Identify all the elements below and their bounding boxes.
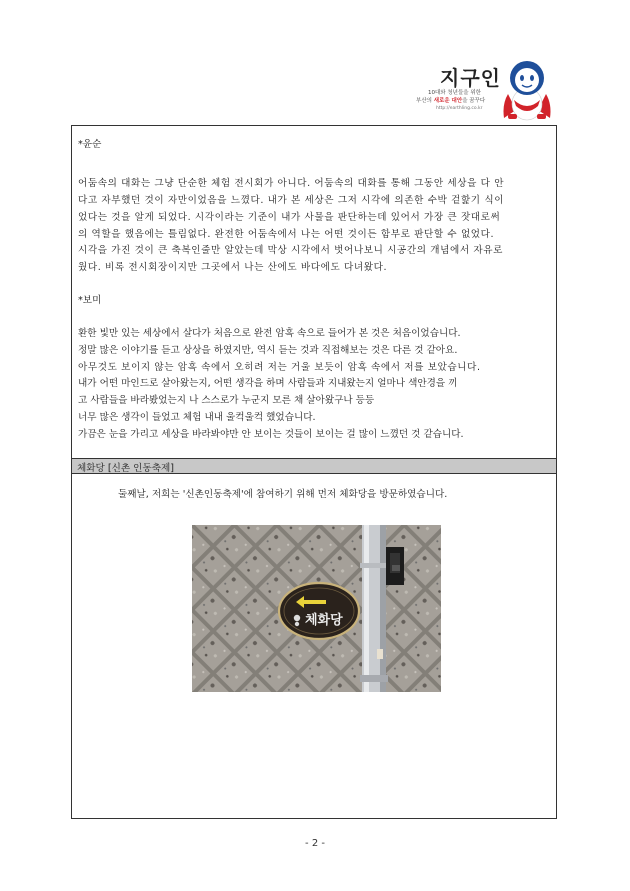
logo-tagline-accent: 새로운 대안 (433, 98, 463, 104)
paragraph-line: 웠다. 비록 전시회장이지만 그곳에서 나는 산에도 바다에도 다녀왔다. (78, 262, 388, 273)
paragraph-line: 어둠속의 대화는 그냥 단순한 체험 전시회가 아니다. 어둠속의 대화를 통해 그동안 세상을 다 안 (78, 178, 505, 189)
sign-text: 체화당 (305, 613, 343, 628)
paragraph-line: 내가 어떤 마인드로 살아왔는지, 어떤 생각을 하며 사람들과 지내왔는지 얼마나 색안경을 끼 (78, 378, 458, 389)
page-number: - 2 - (305, 838, 325, 849)
heading-bomi: *보미 (78, 295, 102, 306)
paragraph-line: 환한 빛만 있는 세상에서 살다가 처음으로 완전 암흑 속으로 들어가 본 것은 처음이었습니다. (78, 328, 461, 339)
paragraph-line: 아무것도 보이지 않는 암흑 속에서 오히려 저는 거울 보듯이 암흑 속에서 저를 보았습니다. (78, 362, 481, 373)
paragraph-line: 정말 많은 이야기를 듣고 상상을 하였지만, 역시 듣는 것과 직접해보는 것은 다른 것 같아요. (78, 345, 458, 356)
heading-yunsun: *윤순 (78, 139, 102, 150)
logo-tagline-suffix: 을 꿈꾸다 (462, 98, 486, 104)
logo-tagline-2 (416, 96, 485, 104)
logo-tagline-prefix: 부산의 (416, 98, 434, 104)
paragraph-line: 가끔은 눈을 가리고 세상을 바라봐야만 안 보이는 것들이 보이는 걸 많이 느꼈던 것 같습니다. (78, 429, 464, 440)
paragraph-line: 다고 자부했던 것이 자만이었음을 느꼈다. 내가 본 세상은 그저 시각에 의존한 수박 겉핥기 식이 (78, 195, 505, 206)
logo-tagline-1: 10대와 청년들을 위한 (428, 90, 481, 96)
paragraph-line: 시각을 가진 것이 큰 축복인줄만 알았는데 막상 시각에서 벗어나보니 시공간의 개념에서 자유로 (78, 245, 503, 256)
section-title: 체화당 [신촌 인동축제] (77, 463, 174, 474)
mascot-icon (500, 60, 554, 122)
section-header-bar (72, 458, 556, 474)
logo-title: 지구인 (440, 66, 501, 90)
paragraph-line: 너무 많은 생각이 들었고 체험 내내 울컥울컥 했었습니다. (78, 412, 316, 423)
sign-photo (192, 525, 441, 692)
paragraph-line: 고 사람들을 바라봤었는지 나 스스로가 누군지 모른 채 살아왔구나 등등 (78, 395, 375, 406)
paragraph-line: 의 역할을 했음에는 틀림없다. 완전한 어둠속에서 나는 어떤 것이든 함부로 판단할 수 없었다. (78, 229, 495, 240)
logo-url: http://earthling.co.kr (436, 106, 483, 111)
section-intro: 둘째날, 저희는 '신촌인동축제'에 참여하기 위해 먼저 체화당을 방문하였습니다. (118, 489, 448, 500)
paragraph-line: 었다는 것을 알게 되었다. 시각이라는 기준이 내가 사물을 판단하는데 있어서 가장 큰 잣대로써 (78, 212, 501, 223)
